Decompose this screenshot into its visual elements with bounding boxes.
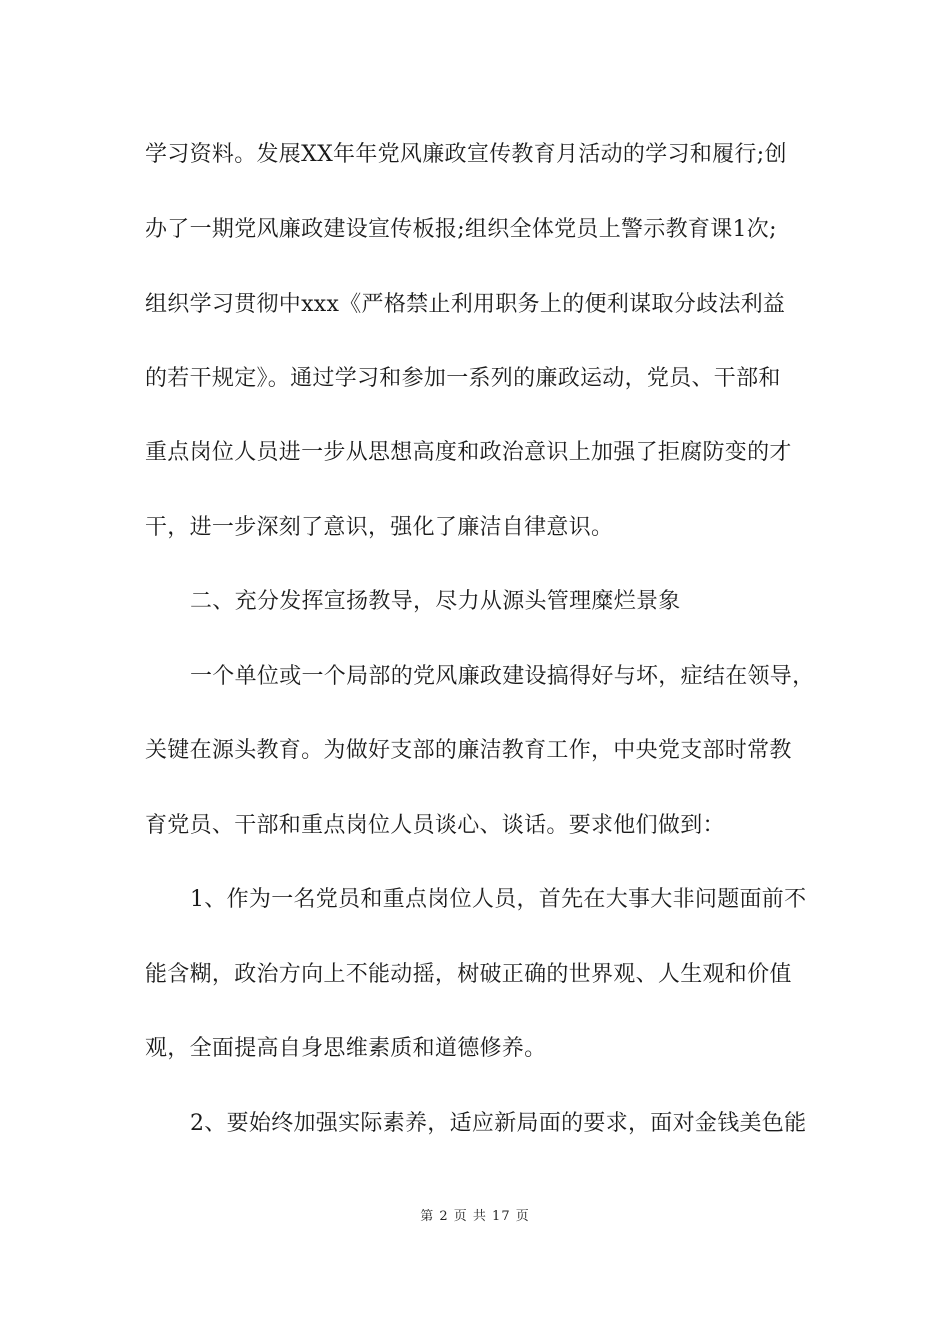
text-line-9: 关键在源头教育。为做好支部的廉洁教育工作，中央党支部时常教 — [145, 738, 792, 763]
text-line-1: 学习资料。发展XX年年党风廉政宣传教育月活动的学习和履行;创 — [145, 142, 787, 167]
list-item-1-line-2: 能含糊，政治方向上不能动摇，树破正确的世界观、人生观和价值 — [145, 962, 792, 987]
text-line-3: 组织学习贯彻中xxx《严格禁止利用职务上的便利谋取分歧法利益 — [145, 292, 786, 317]
text-line-2: 办了一期党风廉政建设宣传板报;组织全体党员上警示教育课1次; — [145, 217, 777, 242]
section-heading: 二、充分发挥宣扬教导，尽力从源头管理糜烂景象 — [190, 589, 681, 614]
page-number-footer: 第 2 页 共 17 页 — [420, 1209, 530, 1224]
list-item-2-line-1: 2、要始终加强实际素养，适应新局面的要求，面对金钱美色能 — [190, 1111, 807, 1136]
text-line-5: 重点岗位人员进一步从思想高度和政治意识上加强了拒腐防变的才 — [145, 440, 792, 465]
list-item-1-line-1: 1、作为一名党员和重点岗位人员，首先在大事大非问题面前不 — [190, 887, 807, 912]
text-line-10: 育党员、干部和重点岗位人员谈心、谈话。要求他们做到： — [145, 813, 725, 838]
text-line-8: 一个单位或一个局部的党风廉政建设搞得好与坏，症结在领导， — [190, 664, 815, 689]
text-line-4: 的若干规定》。通过学习和参加一系列的廉政运动，党员、干部和 — [145, 366, 781, 391]
list-item-1-line-3: 观，全面提高自身思维素质和道德修养。 — [145, 1036, 547, 1061]
text-line-6: 干，进一步深刻了意识，强化了廉洁自律意识。 — [145, 515, 614, 540]
